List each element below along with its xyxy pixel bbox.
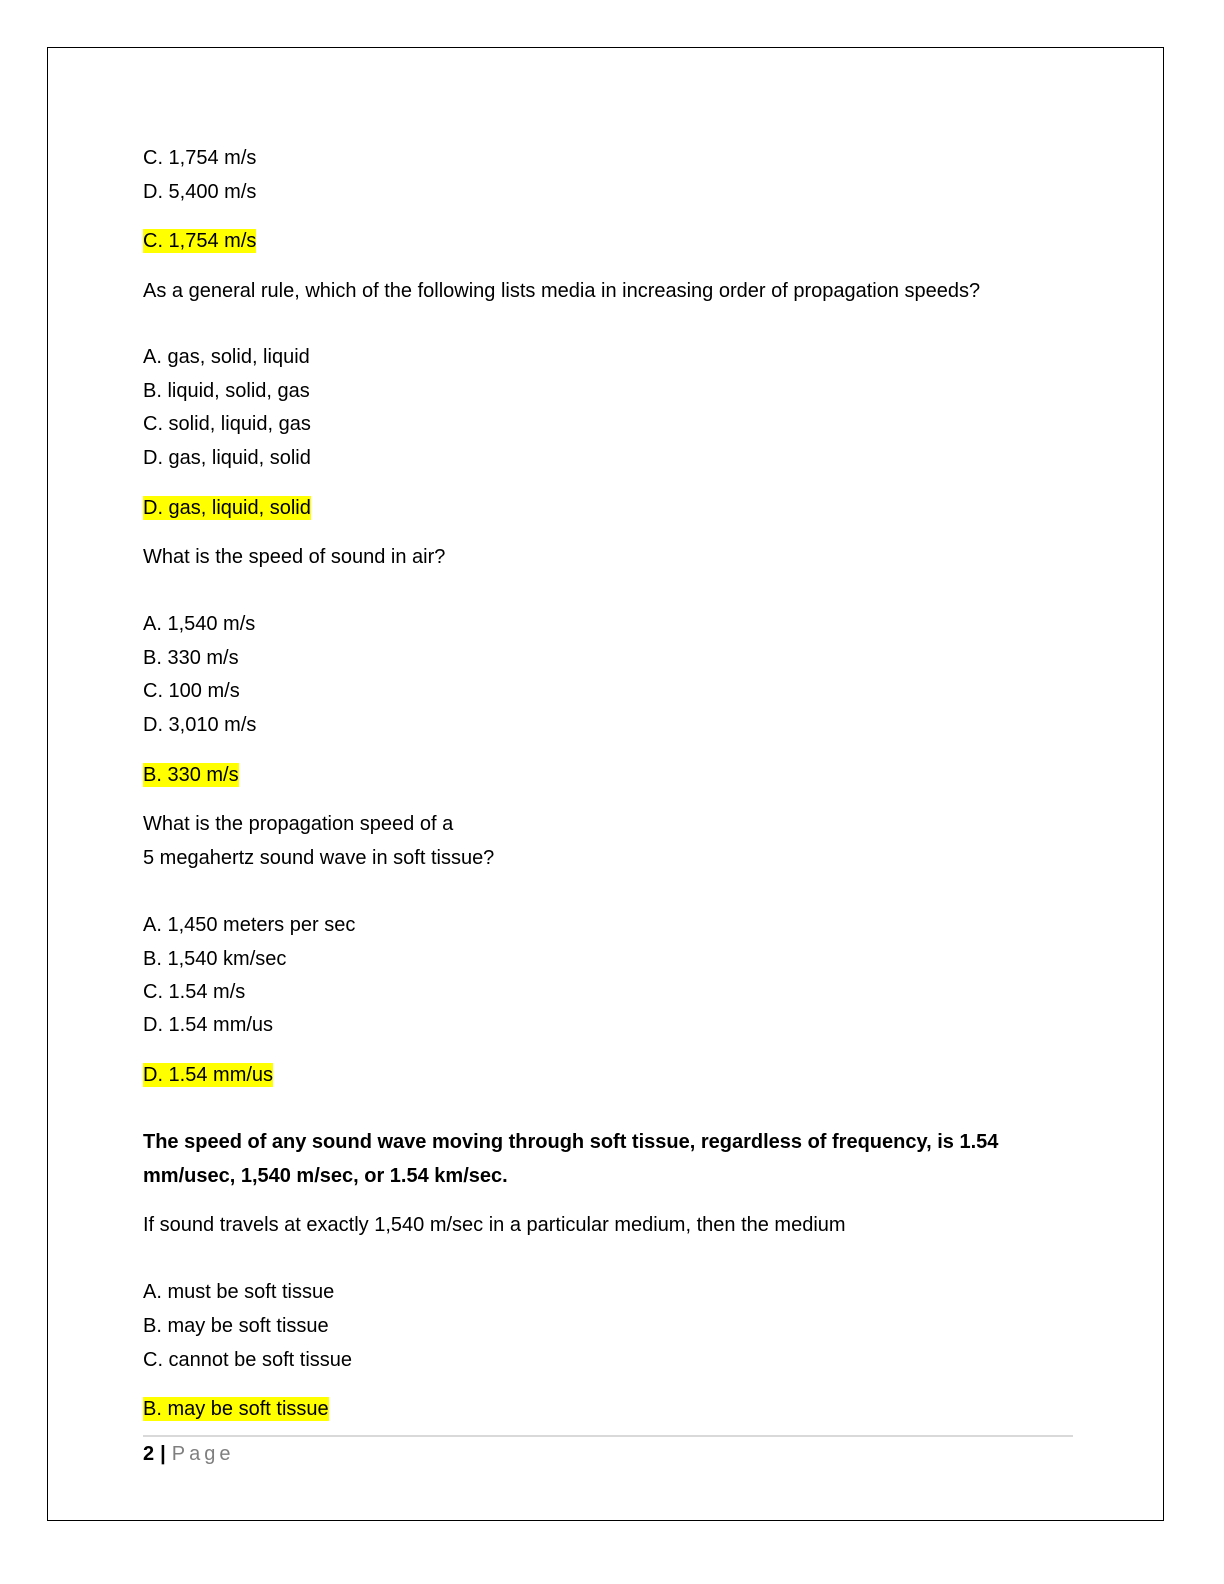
answer-1 bbox=[143, 228, 256, 254]
page-label: Page bbox=[171, 1443, 235, 1465]
option-d: D. 5,400 m/s bbox=[143, 181, 257, 203]
answer-highlight: C. 1,754 m/s bbox=[143, 230, 257, 252]
note-line-2: mm/usec, 1,540 m/sec, or 1.54 km/sec. bbox=[143, 1165, 508, 1187]
question-3: What is the speed of sound in air? bbox=[143, 546, 446, 568]
option-c: C. cannot be soft tissue bbox=[143, 1349, 353, 1371]
option-b: B. 1,540 km/sec bbox=[143, 948, 287, 970]
option-c: C. 1.54 m/s bbox=[143, 981, 246, 1003]
question-2: As a general rule, which of the following lists media in increasing order of propagation speeds? bbox=[143, 280, 981, 302]
option-b: B. may be soft tissue bbox=[143, 1315, 329, 1337]
page-number: 2 bbox=[143, 1443, 155, 1465]
option-a: A. 1,450 meters per sec bbox=[143, 914, 356, 936]
footer-separator: | bbox=[160, 1443, 166, 1465]
question-4-line-1: What is the propagation speed of a bbox=[143, 813, 454, 835]
option-a: A. 1,540 m/s bbox=[143, 613, 256, 635]
option-a: A. must be soft tissue bbox=[143, 1281, 335, 1303]
question-4-line-2: 5 megahertz sound wave in soft tissue? bbox=[143, 847, 495, 869]
option-d: D. 3,010 m/s bbox=[143, 714, 257, 736]
answer-highlight: D. 1.54 mm/us bbox=[143, 1064, 274, 1086]
option-c: C. solid, liquid, gas bbox=[143, 413, 311, 435]
answer-4 bbox=[143, 1062, 273, 1088]
note-line-1: The speed of any sound wave moving through soft tissue, regardless of frequency, is 1.54 bbox=[143, 1131, 999, 1153]
option-d: D. 1.54 mm/us bbox=[143, 1014, 274, 1036]
answer-highlight: B. 330 m/s bbox=[143, 764, 239, 786]
answer-highlight: B. may be soft tissue bbox=[143, 1398, 329, 1420]
answer-highlight: D. gas, liquid, solid bbox=[143, 497, 311, 519]
option-b: B. liquid, solid, gas bbox=[143, 380, 310, 402]
answer-2 bbox=[143, 495, 311, 521]
option-c: C. 1,754 m/s bbox=[143, 147, 257, 169]
question-5: If sound travels at exactly 1,540 m/sec in a particular medium, then the medium bbox=[143, 1214, 846, 1236]
option-d: D. gas, liquid, solid bbox=[143, 447, 311, 469]
page-footer bbox=[143, 1441, 234, 1467]
option-c: C. 100 m/s bbox=[143, 680, 240, 702]
answer-5 bbox=[143, 1396, 329, 1422]
footer-divider bbox=[143, 1435, 1073, 1437]
option-b: B. 330 m/s bbox=[143, 647, 239, 669]
option-a: A. gas, solid, liquid bbox=[143, 346, 310, 368]
answer-3 bbox=[143, 762, 239, 788]
